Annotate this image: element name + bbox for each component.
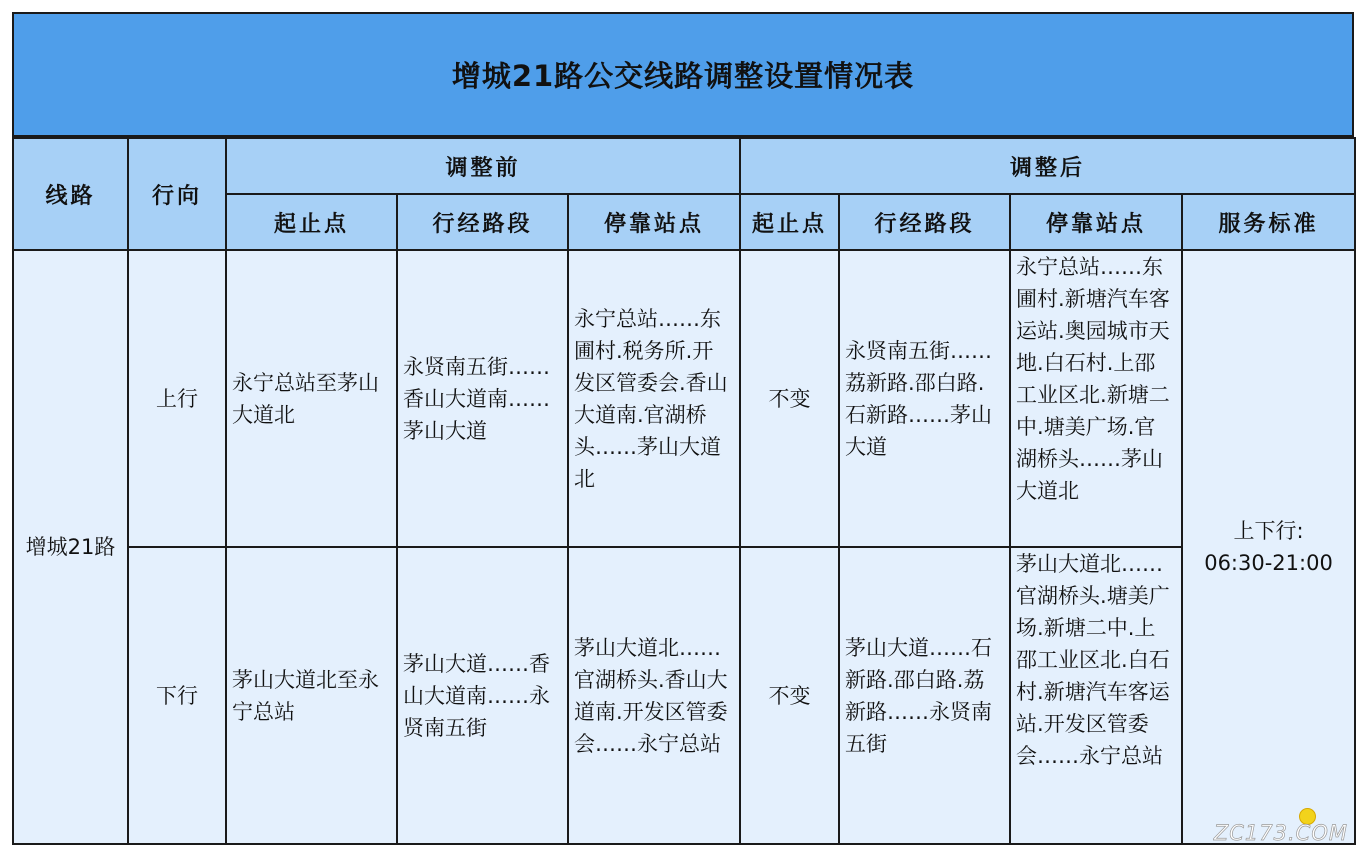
after-stops-up: 永宁总站……东圃村.新塘汽车客运站.奥园城市天地.白石村.上邵工业区北.新塘二中.塘美广场.官湖桥头……茅山大道北 [1010, 250, 1182, 547]
after-endpoints-up: 不变 [740, 250, 839, 547]
header-line: 线路 [13, 138, 128, 250]
header-after-route: 行经路段 [839, 194, 1010, 250]
direction-down: 下行 [128, 547, 226, 844]
service-standard [1182, 250, 1355, 844]
header-direction: 行向 [128, 138, 226, 250]
before-endpoints-up: 永宁总站至茅山大道北 [226, 250, 397, 547]
route-table [12, 137, 1356, 845]
header-before-stops: 停靠站点 [568, 194, 740, 250]
after-route-down: 茅山大道……石新路.邵白路.荔新路……永贤南五街 [839, 547, 1010, 844]
header-after-endpoints: 起止点 [740, 194, 839, 250]
header-service: 服务标准 [1182, 194, 1355, 250]
table-row [13, 547, 1355, 844]
before-route-up: 永贤南五街……香山大道南……茅山大道 [397, 250, 568, 547]
after-route-up: 永贤南五街……荔新路.邵白路.石新路……茅山大道 [839, 250, 1010, 547]
header-before-route: 行经路段 [397, 194, 568, 250]
page-title: 增城21路公交线路调整设置情况表 [451, 59, 915, 93]
title-bar [12, 12, 1354, 137]
direction-up: 上行 [128, 250, 226, 547]
line-name: 增城21路 [13, 250, 128, 844]
service-hours: 06:30-21:00 [1204, 551, 1333, 575]
header-after-stops: 停靠站点 [1010, 194, 1182, 250]
before-stops-down: 茅山大道北……官湖桥头.香山大道南.开发区管委会……永宁总站 [568, 547, 740, 844]
after-stops-down: 茅山大道北……官湖桥头.塘美广场.新塘二中.上邵工业区北.白石村.新塘汽车客运站.开发区管委会……永宁总站 [1010, 547, 1182, 844]
after-endpoints-down: 不变 [740, 547, 839, 844]
before-stops-up: 永宁总站……东圃村.税务所.开发区管委会.香山大道南.官湖桥头……茅山大道北 [568, 250, 740, 547]
before-endpoints-down: 茅山大道北至永宁总站 [226, 547, 397, 844]
header-before: 调整前 [226, 138, 740, 194]
service-label: 上下行: [1233, 519, 1304, 543]
table-row [13, 250, 1355, 547]
before-route-down: 茅山大道……香山大道南……永贤南五街 [397, 547, 568, 844]
header-before-endpoints: 起止点 [226, 194, 397, 250]
header-after: 调整后 [740, 138, 1355, 194]
watermark: ZC173.COM [1213, 821, 1348, 845]
